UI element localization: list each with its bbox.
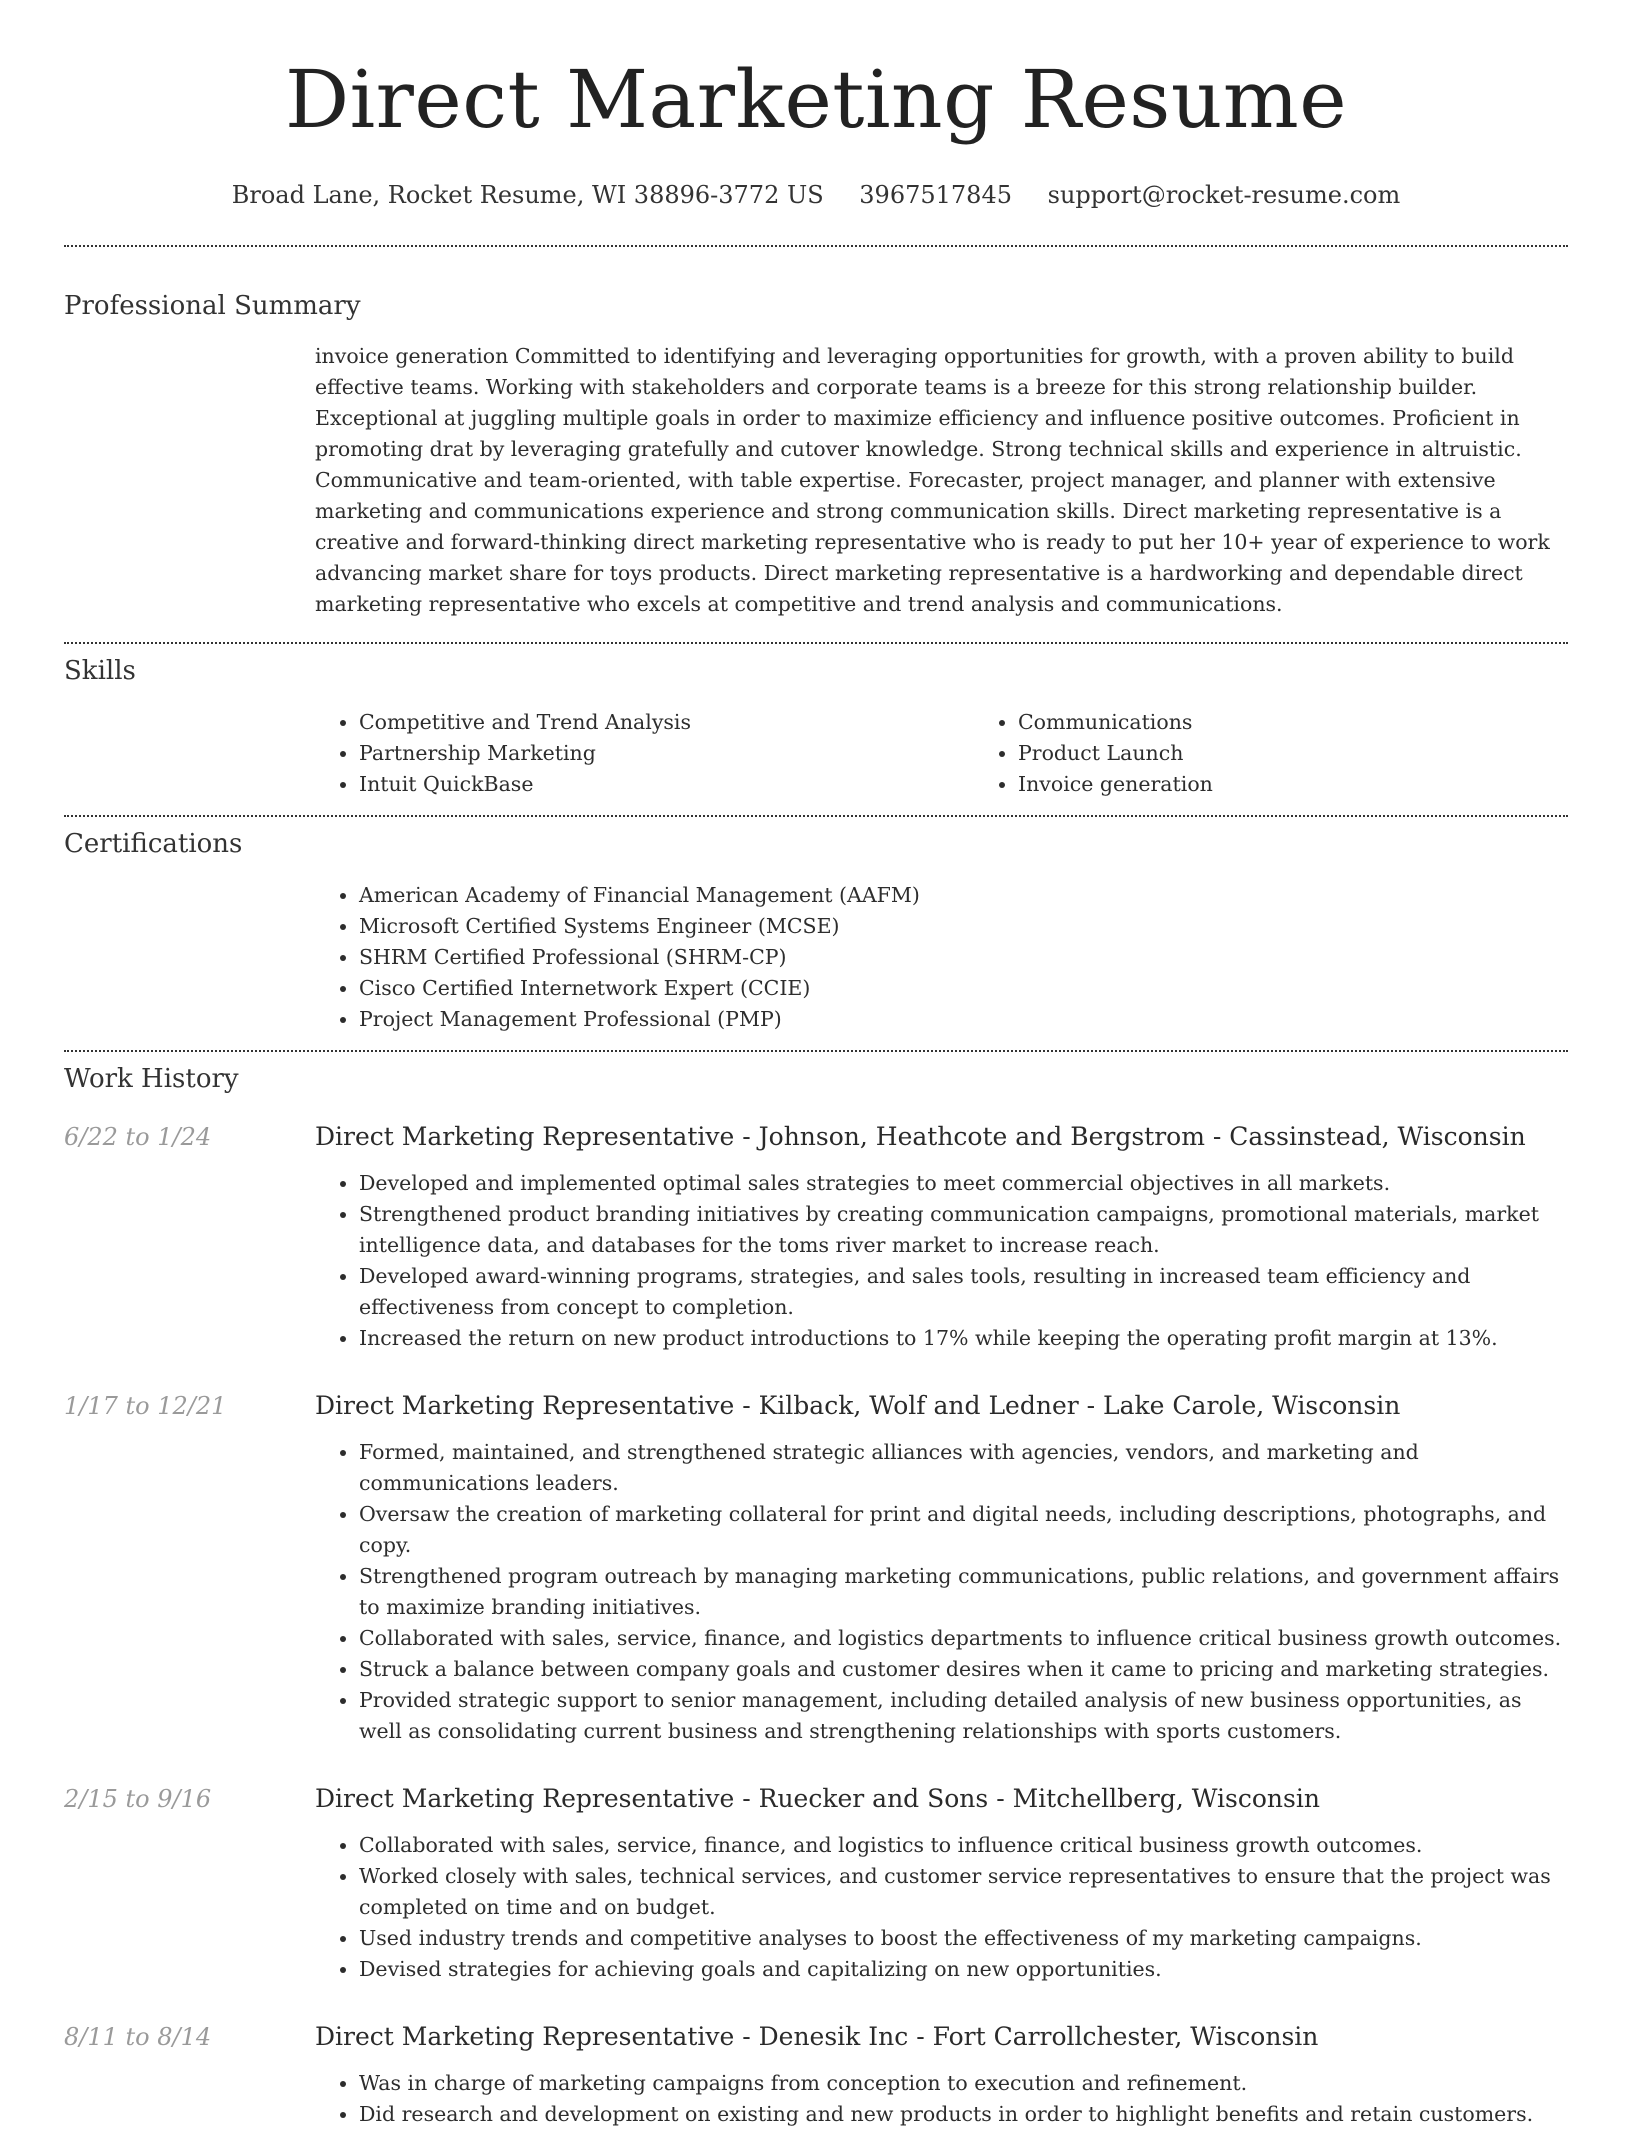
summary-section xyxy=(64,247,1568,620)
work-history-heading: Work History xyxy=(64,1064,239,1094)
job-bullets xyxy=(315,1168,1568,1354)
certifications-list xyxy=(315,880,1568,1035)
job-bullets xyxy=(315,1437,1568,1747)
job-bullet: • Collaborated with sales, service, finance, and logistics departments to influence critical business growth outcomes. xyxy=(359,1623,1568,1654)
job-date: 8/11 to 8/14 xyxy=(64,2023,212,2051)
resume-name: Direct Marketing Resume xyxy=(284,53,1348,146)
job-date: 6/22 to 1/24 xyxy=(64,1123,212,1151)
certification-item: • Project Management Professional (PMP) xyxy=(359,1004,1568,1035)
job-title: Direct Marketing Representative - Johnson, Heathcote and Bergstrom - Cassinstead, Wisconsin xyxy=(315,1122,1526,1151)
skill-item: • Product Launch xyxy=(1018,738,1632,769)
work-history-section xyxy=(64,1052,1568,2130)
job-bullet: • Developed and implemented optimal sales strategies to meet commercial objectives in all markets. xyxy=(359,1168,1568,1199)
job-bullets xyxy=(315,1830,1568,1985)
job-bullet: • Devised strategies for achieving goals and capitalizing on new opportunities. xyxy=(359,1954,1568,1985)
certification-item: • SHRM Certified Professional (SHRM-CP) xyxy=(359,942,1568,973)
summary-text: invoice generation Committed to identifying and leveraging opportunities for growth, with a proven ability to build effective teams. Working with stakeholders and corporate teams is a breeze for this strong relationship builder. Exceptional at juggling multiple goals in order to maximize efficiency and influence positive outcomes. Proficient in promoting drat by leveraging gratefully and cutover knowledge. Strong technical skills and experience in altruistic. Communicative and team-oriented, with table expertise. Forecaster, project manager, and planner with extensive marketing and communications experience and strong communication skills. Direct marketing representative is a creative and forward-thinking direct marketing representative who is ready to put her 10+ year of experience to work advancing market share for toys products. Direct marketing representative is a hardworking and dependable direct marketing representative who excels at competitive and trend analysis and communications. xyxy=(315,344,1550,616)
certification-item: • American Academy of Financial Management (AAFM) xyxy=(359,880,1568,911)
contact-line xyxy=(64,180,1568,210)
job-bullet: • Formed, maintained, and strengthened strategic alliances with agencies, vendors, and marketing and communications leaders. xyxy=(359,1437,1568,1499)
contact-email: support@rocket-resume.com xyxy=(1047,181,1401,209)
job-bullet: • Strengthened product branding initiatives by creating communication campaigns, promotional materials, market intelligence data, and databases for the toms river market to increase reach. xyxy=(359,1199,1568,1261)
skills-section xyxy=(64,644,1568,800)
skills-heading: Skills xyxy=(64,656,136,686)
job-date: 2/15 to 9/16 xyxy=(64,1785,212,1813)
job-title: Direct Marketing Representative - Denesik Inc - Fort Carrollchester, Wisconsin xyxy=(315,2022,1319,2051)
job-entry xyxy=(64,2021,1568,2130)
job-entry xyxy=(64,1783,1568,1985)
job-entry xyxy=(64,1121,1568,1354)
skill-item: • Invoice generation xyxy=(1018,769,1632,800)
job-bullet: • Provided strategic support to senior management, including detailed analysis of new business opportunities, as well as consolidating current business and strengthening relationships with sports customers. xyxy=(359,1685,1568,1747)
skill-item: • Partnership Marketing xyxy=(359,738,974,769)
skill-item: • Communications xyxy=(1018,707,1632,738)
certifications-heading: Certifications xyxy=(64,829,243,859)
summary-heading: Professional Summary xyxy=(64,291,361,321)
skill-item: • Competitive and Trend Analysis xyxy=(359,707,974,738)
job-bullet: • Did research and development on existing and new products in order to highlight benefits and retain customers. xyxy=(359,2099,1568,2130)
certification-item: • Cisco Certified Internetwork Expert (CCIE) xyxy=(359,973,1568,1004)
job-bullet: • Oversaw the creation of marketing collateral for print and digital needs, including descriptions, photographs, and copy. xyxy=(359,1499,1568,1561)
skill-item: • Intuit QuickBase xyxy=(359,769,974,800)
job-bullet: • Was in charge of marketing campaigns from conception to execution and refinement. xyxy=(359,2068,1568,2099)
certifications-section xyxy=(64,817,1568,1035)
job-bullet: • Struck a balance between company goals and customer desires when it came to pricing and marketing strategies. xyxy=(359,1654,1568,1685)
job-bullet: • Strengthened program outreach by managing marketing communications, public relations, and government affairs to maximize branding initiatives. xyxy=(359,1561,1568,1623)
job-title: Direct Marketing Representative - Kilback, Wolf and Ledner - Lake Carole, Wisconsin xyxy=(315,1391,1401,1420)
job-bullet: • Developed award-winning programs, strategies, and sales tools, resulting in increased team efficiency and effectiveness from concept to completion. xyxy=(359,1261,1568,1323)
contact-phone: 3967517845 xyxy=(859,181,1012,209)
skills-list-left xyxy=(315,707,974,800)
skills-list-right xyxy=(974,707,1632,800)
job-bullet: • Increased the return on new product introductions to 17% while keeping the operating profit margin at 13%. xyxy=(359,1323,1568,1354)
contact-address: Broad Lane, Rocket Resume, WI 38896-3772 US xyxy=(231,181,824,209)
job-bullet: • Used industry trends and competitive analyses to boost the effectiveness of my marketing campaigns. xyxy=(359,1923,1568,1954)
job-bullet: • Worked closely with sales, technical services, and customer service representatives to ensure that the project was completed on time and on budget. xyxy=(359,1861,1568,1923)
job-bullet: • Collaborated with sales, service, finance, and logistics to influence critical business growth outcomes. xyxy=(359,1830,1568,1861)
job-bullets xyxy=(315,2068,1568,2130)
job-date: 1/17 to 12/21 xyxy=(64,1392,227,1420)
job-title: Direct Marketing Representative - Ruecker and Sons - Mitchellberg, Wisconsin xyxy=(315,1784,1320,1813)
job-entry xyxy=(64,1390,1568,1747)
certification-item: • Microsoft Certified Systems Engineer (MCSE) xyxy=(359,911,1568,942)
